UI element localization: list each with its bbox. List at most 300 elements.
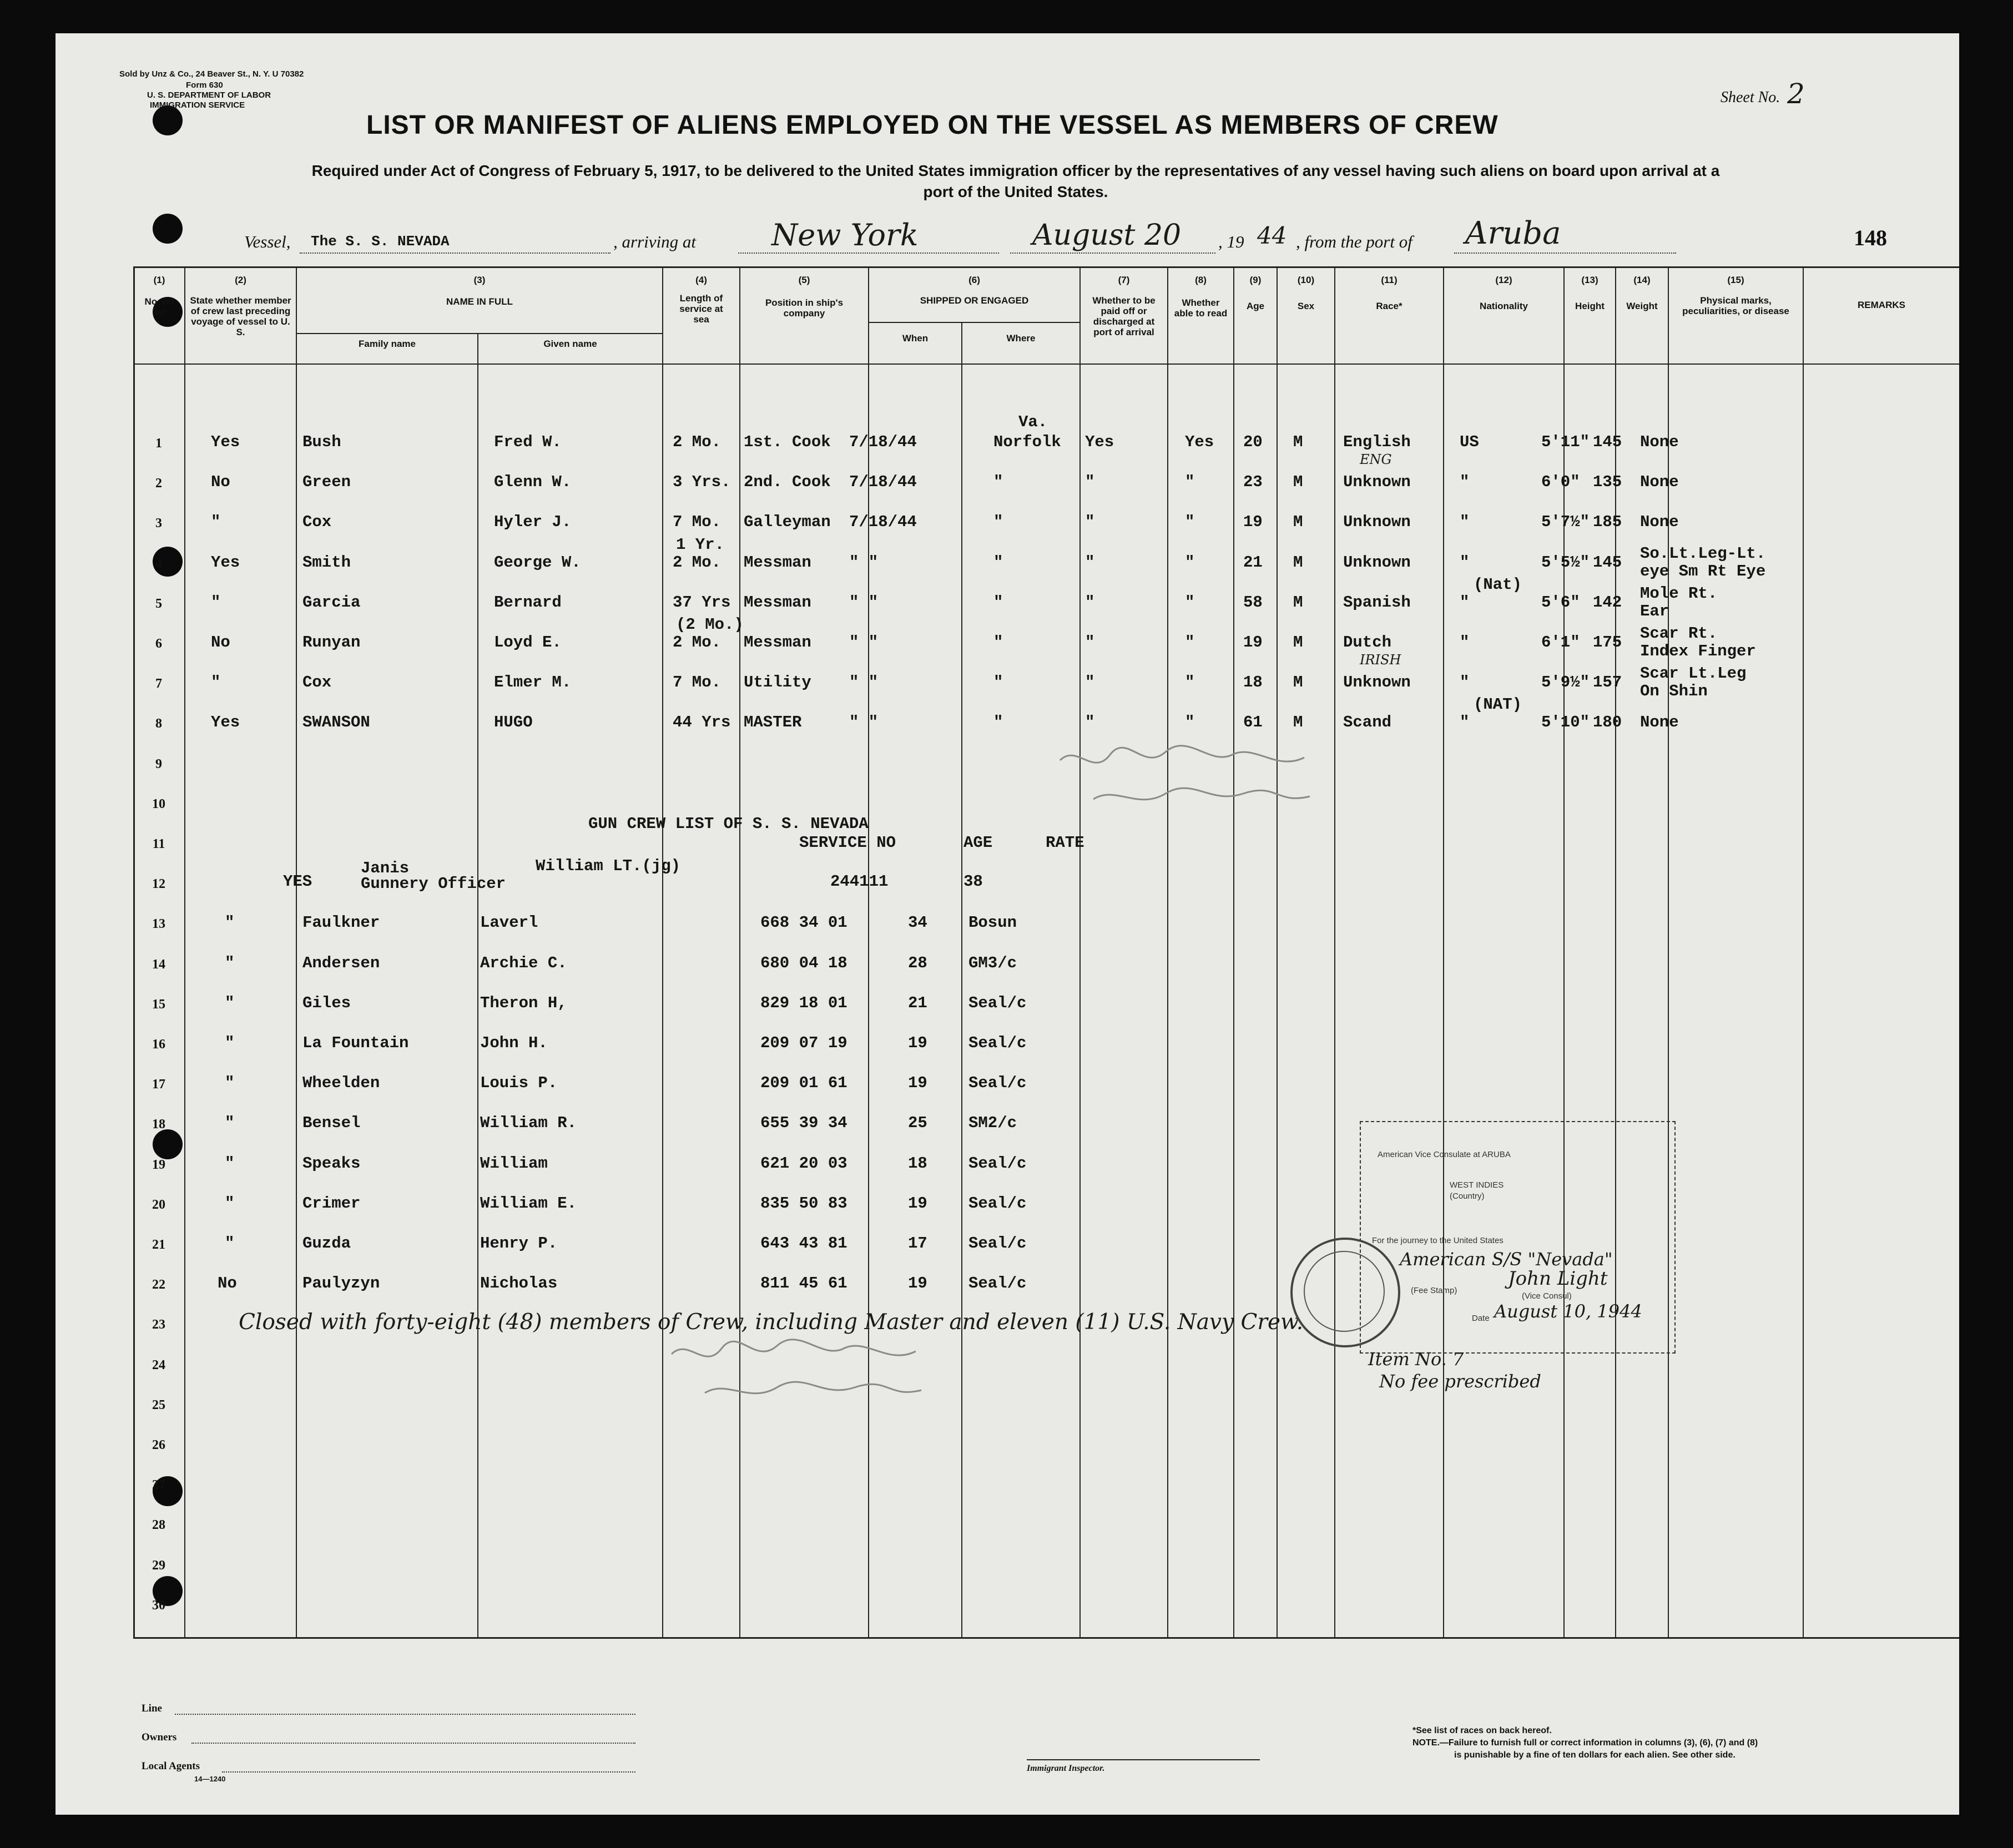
- line-label: Line: [142, 1703, 162, 1714]
- header-bottom-line: [133, 363, 1959, 365]
- row-number: 20: [152, 1197, 165, 1212]
- height: 5'6": [1541, 593, 1580, 612]
- weight: 180: [1593, 713, 1622, 732]
- age: 19: [1243, 513, 1263, 532]
- shipped-where: ": [993, 513, 1003, 532]
- line-field: [175, 1714, 635, 1715]
- physical-marks-line2: Ear: [1640, 602, 1669, 620]
- paid-off: ": [1085, 553, 1095, 572]
- given-name: George W.: [494, 553, 581, 572]
- remarks-header: REMARKS: [1858, 300, 1905, 310]
- col-line: [1233, 266, 1234, 1637]
- sex: M: [1293, 633, 1303, 652]
- row-number: 17: [152, 1077, 165, 1092]
- able-to-read: ": [1185, 593, 1195, 612]
- length-of-service: 3 Yrs.: [673, 473, 731, 492]
- family-name: Speaks: [302, 1154, 361, 1173]
- family-name: SWANSON: [302, 713, 370, 732]
- family-name: Green: [302, 473, 351, 492]
- col-line: [739, 266, 740, 1637]
- weight: 142: [1593, 593, 1622, 612]
- stamp-vessel: American S/S "Nevada": [1400, 1249, 1613, 1270]
- shipped-when: " ": [849, 673, 879, 692]
- row-number: 23: [152, 1317, 165, 1332]
- service-number: 209 07 19: [760, 1034, 847, 1052]
- race: Unknown: [1343, 553, 1411, 572]
- family-name: Garcia: [302, 593, 361, 612]
- col-line: [1277, 266, 1278, 1637]
- rate: Seal/c: [968, 993, 1027, 1012]
- page-number: 148: [1854, 225, 1887, 250]
- row-number: 27: [152, 1478, 165, 1493]
- height: 5'11": [1541, 433, 1590, 451]
- col12-header: (12) Nationality: [1480, 275, 1528, 311]
- penalty-note-1: NOTE.—Failure to furnish full or correct information in columns (3), (6), (7) and (8): [1412, 1738, 1758, 1748]
- inspector-label: Immigrant Inspector.: [1027, 1764, 1105, 1773]
- shipped-where-state: Va.: [1018, 413, 1048, 431]
- able-to-read: ": [1185, 633, 1195, 652]
- given-name: Glenn W.: [494, 473, 572, 492]
- service-number: 680 04 18: [760, 953, 847, 972]
- from-port: Aruba: [1465, 215, 1561, 251]
- col-line: [1668, 266, 1669, 1637]
- length-of-service: 2 Mo.: [673, 633, 722, 652]
- family-name: Andersen: [302, 953, 380, 972]
- table-bottom-border: [133, 1637, 1959, 1639]
- col14-header: (14) Weight: [1626, 275, 1658, 311]
- row-number: 13: [152, 917, 165, 932]
- given-name: Theron H,: [480, 993, 567, 1012]
- service-number: 621 20 03: [760, 1154, 847, 1173]
- family-name: Paulyzyn: [302, 1274, 380, 1293]
- family-name: Cox: [302, 513, 332, 532]
- given-name: John H.: [480, 1034, 548, 1052]
- inspector-line: [1027, 1759, 1260, 1760]
- race: Spanish: [1343, 593, 1411, 612]
- rate-header: RATE: [1046, 834, 1084, 852]
- col6-header: (6) SHIPPED OR ENGAGED: [920, 275, 1029, 306]
- prev-voyage: ": [211, 593, 221, 612]
- height: 6'0": [1541, 473, 1580, 492]
- consular-stamp: [1360, 1121, 1676, 1354]
- race: Dutch: [1343, 633, 1392, 652]
- physical-marks-line2: eye Sm Rt Eye: [1640, 562, 1766, 580]
- age: 61: [1243, 713, 1263, 732]
- publisher-line: Sold by Unz & Co., 24 Beaver St., N. Y. U 70382: [119, 69, 304, 79]
- length-of-service: 2 Mo.: [673, 433, 722, 451]
- age: 21: [1243, 553, 1263, 572]
- shipped-where: ": [993, 473, 1003, 492]
- shipped-when: " ": [849, 713, 879, 732]
- col10-header: (10) Sex: [1297, 275, 1315, 311]
- sheet-label: Sheet No.: [1721, 89, 1780, 106]
- officer-family: Janis: [361, 859, 410, 877]
- col-line: [184, 266, 185, 1637]
- shipped-when: " ": [849, 553, 879, 572]
- given-name: Nicholas: [480, 1274, 558, 1293]
- position: Messman: [744, 553, 811, 572]
- given-name: William R.: [480, 1114, 577, 1133]
- form-code: 14—1240: [194, 1775, 226, 1783]
- physical-marks: None: [1640, 433, 1679, 451]
- sex: M: [1293, 473, 1303, 492]
- col9-header: (9) Age: [1246, 275, 1265, 311]
- family-name: Smith: [302, 553, 351, 572]
- service-number: 655 39 34: [760, 1114, 847, 1133]
- nationality-note: (NAT): [1474, 695, 1522, 714]
- col-line: [477, 333, 478, 1637]
- length-of-service-note: (2 Mo.): [676, 615, 744, 634]
- paid-off: ": [1085, 713, 1095, 732]
- service-number: 811 45 61: [760, 1274, 847, 1293]
- col-line: [1079, 266, 1081, 1637]
- row-number: 28: [152, 1518, 165, 1533]
- race-note: IRISH: [1360, 652, 1401, 668]
- arrival-date: August 20: [1032, 219, 1182, 252]
- sex: M: [1293, 593, 1303, 612]
- year: 44: [1257, 222, 1287, 249]
- row-number: 3: [155, 516, 162, 531]
- stamp-country: WEST INDIES: [1450, 1180, 1504, 1190]
- sex: M: [1293, 553, 1303, 572]
- col2-header: (2) State whether member of crew last preceding voyage of vessel to U. S.: [190, 275, 291, 337]
- height: 5'5½": [1541, 553, 1590, 572]
- agents-label: Local Agents: [142, 1760, 200, 1772]
- col-line: [1167, 266, 1168, 1637]
- consular-seal: [1290, 1238, 1400, 1347]
- weight: 175: [1593, 633, 1622, 652]
- shipped-when: 7/18/44: [849, 433, 917, 451]
- col7-header: (7) Whether to be paid off or discharged at port of arrival: [1092, 275, 1156, 337]
- shipped-when: 7/18/44: [849, 513, 917, 532]
- col1-header: (1) No. on list: [144, 275, 174, 317]
- family-name: Runyan: [302, 633, 361, 652]
- physical-marks-line2: On Shin: [1640, 682, 1708, 701]
- stamp-no-fee: No fee prescribed: [1379, 1371, 1541, 1392]
- subtitle: [133, 162, 1898, 201]
- prev-voyage: ": [225, 1114, 235, 1133]
- row-number: 25: [152, 1397, 165, 1412]
- col-line: [1803, 266, 1804, 1637]
- name-subheader-line: [296, 333, 662, 334]
- height: 5'9½": [1541, 673, 1590, 692]
- col13-header: (13) Height: [1575, 275, 1605, 311]
- age: 23: [1243, 473, 1263, 492]
- rate: Seal/c: [968, 1274, 1027, 1293]
- stamp-consul: John Light: [1508, 1268, 1608, 1290]
- length-of-service: 7 Mo.: [673, 513, 722, 532]
- family-name: Wheelden: [302, 1074, 380, 1093]
- prev-voyage: Yes: [211, 713, 240, 732]
- family-name: Cox: [302, 673, 332, 692]
- col5-header: (5) Position in ship's company: [765, 275, 844, 319]
- position: 1st. Cook: [744, 433, 831, 451]
- position: Messman: [744, 633, 811, 652]
- family-name: La Fountain: [302, 1034, 409, 1052]
- physical-marks: None: [1640, 513, 1679, 532]
- paid-off: ": [1085, 513, 1095, 532]
- age: 21: [908, 993, 927, 1012]
- able-to-read: ": [1185, 553, 1195, 572]
- physical-marks: Mole Rt.: [1640, 584, 1718, 603]
- row-number: 5: [155, 596, 162, 611]
- able-to-read: ": [1185, 673, 1195, 692]
- stamp-date-label: Date: [1472, 1314, 1490, 1323]
- row-number: 18: [152, 1117, 165, 1132]
- age: 34: [908, 913, 927, 932]
- rate: Seal/c: [968, 1194, 1027, 1213]
- shipped-when: 7/18/44: [849, 473, 917, 492]
- given-name: William: [480, 1154, 548, 1173]
- row-number: 1: [155, 436, 162, 451]
- age: 19: [908, 1194, 927, 1213]
- family-name-header: Family name: [359, 339, 416, 349]
- prev-voyage: No: [211, 633, 230, 652]
- department: U. S. DEPARTMENT OF LABOR: [147, 90, 271, 100]
- paid-off: ": [1085, 593, 1095, 612]
- vessel-label: Vessel,: [244, 232, 291, 251]
- col-line: [1334, 266, 1335, 1637]
- service-no-header: SERVICE NO: [799, 834, 896, 852]
- age: 18: [908, 1154, 927, 1173]
- age: 19: [908, 1274, 927, 1293]
- sex: M: [1293, 713, 1303, 732]
- family-name: Guzda: [302, 1234, 351, 1253]
- where-header: Where: [1006, 333, 1036, 344]
- able-to-read: ": [1185, 473, 1195, 492]
- punch-hole: [153, 1129, 183, 1159]
- row-number: 30: [152, 1598, 165, 1613]
- service-number: 835 50 83: [760, 1194, 847, 1213]
- subtitle-line-2: port of the United States.: [923, 183, 1108, 200]
- from-line: [1454, 253, 1676, 254]
- officer-given: William LT.(jg): [536, 857, 681, 875]
- race: Unknown: [1343, 473, 1411, 492]
- officer-prev: YES: [283, 872, 312, 891]
- row-number: 8: [155, 716, 162, 731]
- race: English: [1343, 433, 1411, 451]
- length-of-service: 2 Mo.: [673, 553, 722, 572]
- age: 20: [1243, 433, 1263, 451]
- weight: 185: [1593, 513, 1622, 532]
- row-number: 21: [152, 1238, 165, 1252]
- nationality: ": [1460, 713, 1470, 732]
- family-name: Bensel: [302, 1114, 361, 1133]
- paid-off: ": [1085, 633, 1095, 652]
- races-note: *See list of races on back hereof.: [1412, 1726, 1552, 1735]
- shipped-where: ": [993, 713, 1003, 732]
- sex: M: [1293, 433, 1303, 451]
- page-title: LIST OR MANIFEST OF ALIENS EMPLOYED ON THE VESSEL AS MEMBERS OF CREW: [366, 110, 1499, 140]
- physical-marks: Scar Lt.Leg: [1640, 664, 1747, 683]
- able-to-read: Yes: [1185, 433, 1214, 451]
- officer-age: 38: [963, 872, 983, 891]
- nationality-note: (Nat): [1474, 575, 1522, 594]
- physical-marks: Scar Rt.: [1640, 624, 1718, 643]
- col-line: [1563, 266, 1565, 1637]
- shipped-when: " ": [849, 633, 879, 652]
- nationality: ": [1460, 593, 1470, 612]
- rate: Bosun: [968, 913, 1017, 932]
- age: 28: [908, 953, 927, 972]
- row-number: 19: [152, 1157, 165, 1172]
- vessel-name: The S. S. NEVADA: [311, 233, 450, 250]
- col-line: [662, 266, 663, 1637]
- paid-off: ": [1085, 473, 1095, 492]
- prev-voyage: Yes: [211, 553, 240, 572]
- shipped-where: ": [993, 553, 1003, 572]
- gun-crew-heading: GUN CREW LIST OF S. S. NEVADA: [588, 815, 869, 833]
- pencil-signature: [1043, 733, 1354, 827]
- date-line: [1010, 253, 1215, 254]
- position: MASTER: [744, 713, 802, 732]
- weight: 135: [1593, 473, 1622, 492]
- service-number: 829 18 01: [760, 993, 847, 1012]
- stamp-consul-label: (Vice Consul): [1522, 1291, 1572, 1301]
- given-name: Laverl: [480, 913, 538, 932]
- weight: 145: [1593, 433, 1622, 451]
- col-line: [868, 266, 869, 1637]
- from-label: , from the port of: [1296, 232, 1412, 251]
- officer-service-no: 244111: [830, 872, 889, 891]
- row-number: 11: [152, 837, 165, 851]
- paid-off: ": [1085, 673, 1095, 692]
- shipped-where: ": [993, 633, 1003, 652]
- nationality: US: [1460, 433, 1479, 451]
- subtitle-line-1: Required under Act of Congress of February 5, 1917, to be delivered to the United States immigration officer by the representatives of any vessel having such aliens on board upon arrival at a: [311, 162, 1720, 179]
- prev-voyage: ": [225, 1194, 235, 1213]
- prev-voyage: No: [218, 1274, 237, 1293]
- agents-field: [222, 1771, 635, 1773]
- nationality: ": [1460, 513, 1470, 532]
- arriving-line: [738, 253, 999, 254]
- rate: Seal/c: [968, 1234, 1027, 1253]
- age-header: AGE: [963, 834, 993, 852]
- year-label: , 19: [1218, 232, 1244, 251]
- race: Unknown: [1343, 673, 1411, 692]
- length-of-service: 7 Mo.: [673, 673, 722, 692]
- shipped-where: ": [993, 593, 1003, 612]
- rate: Seal/c: [968, 1154, 1027, 1173]
- service-number: 209 01 61: [760, 1074, 847, 1093]
- weight: 157: [1593, 673, 1622, 692]
- position: Galleyman: [744, 513, 831, 532]
- stamp-country-label: (Country): [1450, 1191, 1485, 1201]
- age: 17: [908, 1234, 927, 1253]
- row-number: 2: [155, 476, 162, 491]
- form-number: Form 630: [186, 80, 223, 90]
- height: 6'1": [1541, 633, 1580, 652]
- given-name: Elmer M.: [494, 673, 572, 692]
- age: 19: [908, 1074, 927, 1093]
- owners-label: Owners: [142, 1731, 177, 1743]
- sheet-number: 2: [1787, 78, 1805, 110]
- stamp-item: Item No. 7: [1368, 1349, 1464, 1370]
- weight: 145: [1593, 553, 1622, 572]
- col4-header: (4) Length of service at sea: [679, 275, 723, 325]
- vessel-line: [300, 253, 611, 254]
- row-number: 6: [155, 637, 162, 651]
- position: 2nd. Cook: [744, 473, 831, 492]
- given-name: Hyler J.: [494, 513, 572, 532]
- height: 5'10": [1541, 713, 1590, 732]
- race: Scand: [1343, 713, 1392, 732]
- stamp-journey: For the journey to the United States: [1372, 1236, 1504, 1245]
- closing-note: Closed with forty-eight (48) members of Crew, including Master and eleven (11) U.S. Navy Crew.: [239, 1310, 1304, 1335]
- col-line: [296, 266, 297, 1637]
- physical-marks: So.Lt.Leg-Lt.: [1640, 544, 1766, 563]
- age: 18: [1243, 673, 1263, 692]
- age: 58: [1243, 593, 1263, 612]
- able-to-read: ": [1185, 513, 1195, 532]
- row-number: 12: [152, 877, 165, 892]
- position: Utility: [744, 673, 811, 692]
- col11-header: (11) Race*: [1376, 275, 1402, 311]
- position: Messman: [744, 593, 811, 612]
- age: 19: [1243, 633, 1263, 652]
- rate: Seal/c: [968, 1074, 1027, 1093]
- length-of-service: 44 Yrs: [673, 713, 731, 732]
- family-name: Faulkner: [302, 913, 380, 932]
- physical-marks: None: [1640, 473, 1679, 492]
- row-number: 22: [152, 1278, 165, 1292]
- prev-voyage: ": [225, 1234, 235, 1253]
- physical-marks: None: [1640, 713, 1679, 732]
- row-number: 9: [155, 756, 162, 771]
- service-number: 668 34 01: [760, 913, 847, 932]
- col3-header: (3) NAME IN FULL: [446, 275, 513, 307]
- stamp-date: August 10, 1944: [1494, 1301, 1642, 1322]
- paid-off: Yes: [1085, 433, 1114, 451]
- shipped-when: " ": [849, 593, 879, 612]
- sex: M: [1293, 673, 1303, 692]
- col8-header: (8) Whether able to read: [1174, 275, 1228, 319]
- row-number: 15: [152, 997, 165, 1012]
- age: 25: [908, 1114, 927, 1133]
- row-number: 26: [152, 1438, 165, 1452]
- prev-voyage: ": [211, 513, 221, 532]
- length-of-service: 37 Yrs: [673, 593, 731, 612]
- table-top-border: [133, 266, 1959, 268]
- table-left-border: [133, 266, 135, 1637]
- service-number: 643 43 81: [760, 1234, 847, 1253]
- prev-voyage: ": [225, 913, 235, 932]
- shipped-where: ": [993, 673, 1003, 692]
- row-number: 16: [152, 1037, 165, 1052]
- physical-marks-line2: Index Finger: [1640, 642, 1756, 660]
- given-name: Loyd E.: [494, 633, 562, 652]
- family-name: Bush: [302, 433, 341, 451]
- row-number: 7: [155, 676, 162, 691]
- service: IMMIGRATION SERVICE: [150, 100, 245, 110]
- family-name: Crimer: [302, 1194, 361, 1213]
- penalty-note-2: is punishable by a fine of ten dollars for each alien. See other side.: [1454, 1750, 1735, 1760]
- rate: Seal/c: [968, 1034, 1027, 1052]
- col-line: [961, 322, 962, 1637]
- given-name: Fred W.: [494, 433, 562, 451]
- prev-voyage: ": [225, 953, 235, 972]
- nationality: ": [1460, 553, 1470, 572]
- row-number: 4: [155, 556, 162, 571]
- nationality: ": [1460, 633, 1470, 652]
- age: 19: [908, 1034, 927, 1052]
- prev-voyage: ": [225, 1034, 235, 1052]
- given-name-header: Given name: [543, 339, 597, 349]
- row-number: 29: [152, 1558, 165, 1573]
- rate: SM2/c: [968, 1114, 1017, 1133]
- row-number: 14: [152, 957, 165, 972]
- punch-hole: [153, 214, 183, 244]
